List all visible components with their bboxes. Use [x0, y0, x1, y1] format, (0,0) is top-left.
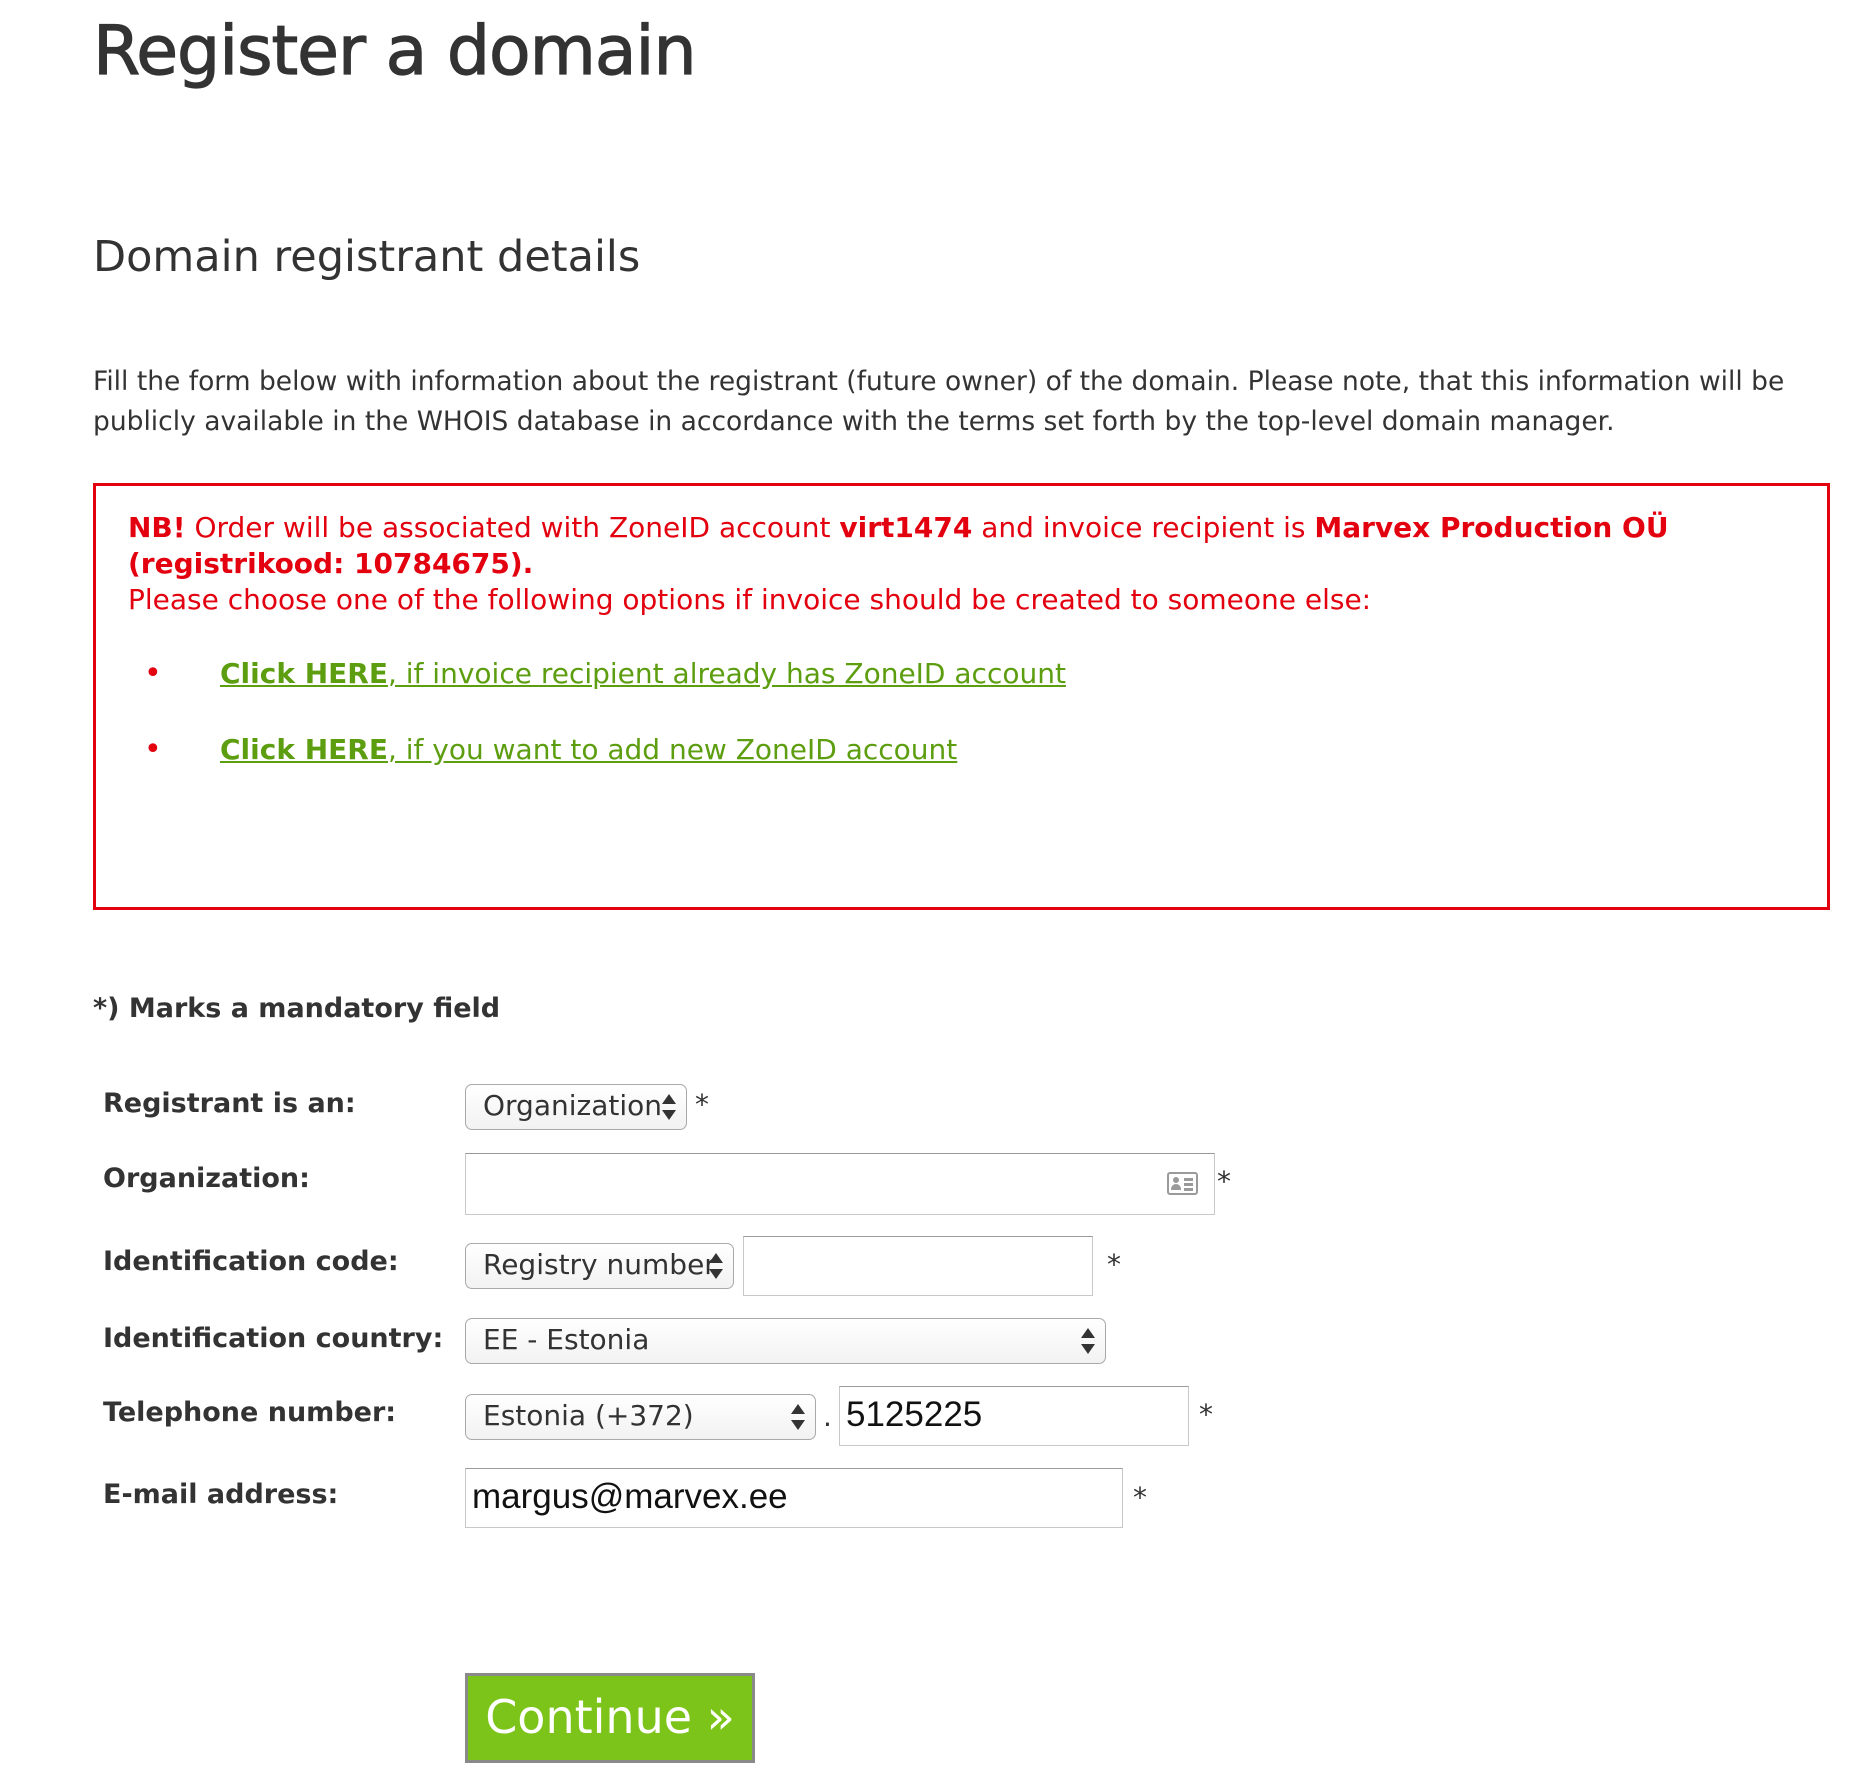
telephone-country-select[interactable] [465, 1394, 816, 1440]
notice-text-before-recipient: and invoice recipient is [972, 511, 1315, 544]
new-zoneid-account-link[interactable] [220, 733, 957, 766]
invoice-options-list [96, 656, 1827, 808]
required-mark: * [1217, 1165, 1231, 1198]
identification-country-select[interactable] [465, 1318, 1106, 1364]
select-arrows-icon [709, 1251, 723, 1281]
select-arrows-icon [791, 1402, 805, 1432]
section-title: Domain registrant details [93, 232, 641, 282]
email-input[interactable] [465, 1468, 1123, 1528]
organization-input[interactable] [465, 1153, 1215, 1215]
telephone-label: Telephone number: [103, 1397, 397, 1428]
identification-code-input[interactable] [743, 1236, 1093, 1296]
notice-choose-text: Please choose one of the following options if invoice should be created to someone else: [128, 583, 1372, 616]
select-arrows-icon [662, 1092, 676, 1122]
telephone-separator: . [823, 1400, 832, 1433]
link-bold: Click HERE [220, 733, 388, 766]
link-bold: Click HERE [220, 657, 388, 690]
identification-code-type-select[interactable] [465, 1243, 734, 1289]
continue-button[interactable]: Continue » [465, 1673, 755, 1763]
required-mark: * [1199, 1398, 1213, 1431]
list-item [96, 656, 1827, 732]
invoice-notice-box [93, 483, 1830, 910]
identification-country-label: Identification country: [103, 1323, 444, 1354]
email-label: E-mail address: [103, 1479, 339, 1510]
identification-country-value: EE - Estonia [483, 1323, 650, 1356]
registrant-type-select[interactable] [465, 1084, 687, 1130]
identification-code-type-value: Registry number [483, 1248, 716, 1281]
link-rest: , if invoice recipient already has ZoneID account [387, 657, 1066, 690]
intro-text: Fill the form below with information about the registrant (future owner) of the domain. Please note, that this information will be publicly available in the WHOIS database in accordance with the terms set forth by the top-level domain manager. [93, 366, 1785, 437]
registrant-type-label: Registrant is an: [103, 1088, 356, 1119]
telephone-number-input[interactable] [839, 1386, 1189, 1446]
notice-account: virt1474 [839, 511, 973, 544]
required-mark: * [1133, 1481, 1147, 1514]
contact-card-icon[interactable] [1167, 1172, 1198, 1195]
mandatory-field-note: *) Marks a mandatory field [93, 993, 501, 1024]
notice-text-before-account: Order will be associated with ZoneID account [185, 511, 840, 544]
link-rest: , if you want to add new ZoneID account [387, 733, 958, 766]
telephone-country-value: Estonia (+372) [483, 1399, 694, 1432]
bullet-icon: • [144, 732, 162, 767]
select-arrows-icon [1081, 1326, 1095, 1356]
notice-text [128, 511, 1669, 580]
page-title: Register a domain [93, 12, 696, 91]
notice-recipient: Marvex Production OÜ (registrikood: 10784675). [128, 511, 1669, 580]
identification-code-label: Identification code: [103, 1246, 399, 1277]
organization-label: Organization: [103, 1163, 310, 1194]
bullet-icon: • [144, 656, 162, 691]
existing-zoneid-account-link[interactable] [220, 657, 1066, 690]
list-item [96, 732, 1827, 808]
required-mark: * [695, 1088, 709, 1121]
notice-nb: NB! [128, 511, 186, 544]
required-mark: * [1107, 1248, 1121, 1281]
email-value: margus@marvex.ee [472, 1477, 788, 1516]
telephone-number-value: 5125225 [846, 1395, 983, 1434]
registrant-type-value: Organization [483, 1089, 663, 1122]
